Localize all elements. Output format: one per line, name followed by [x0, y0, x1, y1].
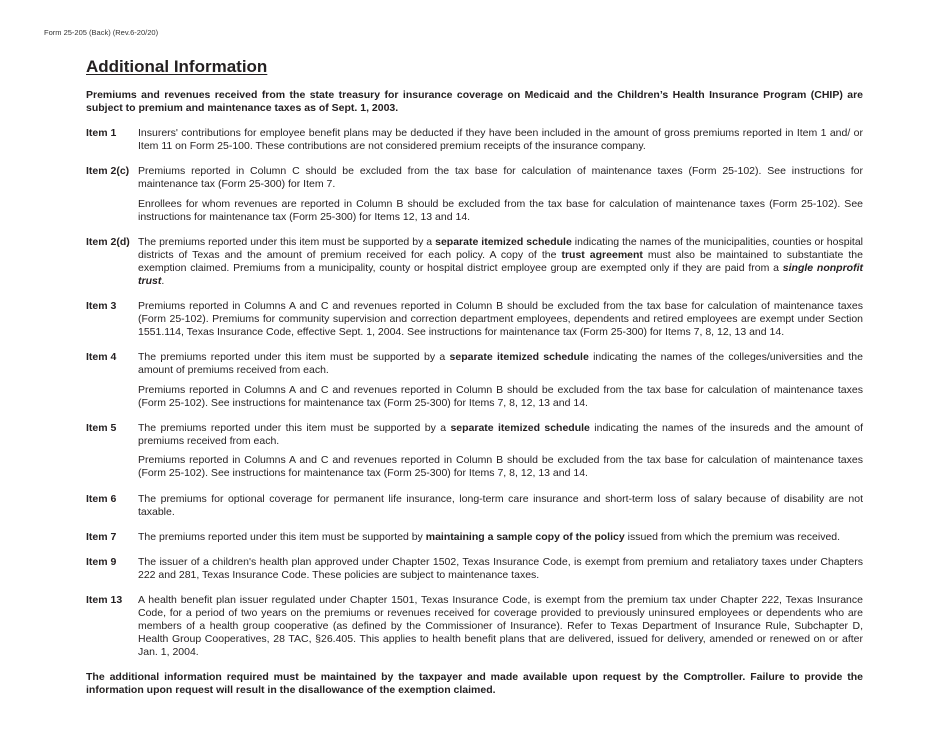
item-paragraph: Premiums reported in Columns A and C and revenues reported in Column B should be excluded from the tax base for calculation of maintenance taxes (Form 25-102). See instructions for maintenance tax (Form 25-300) for Items 7, 8, 12, 13 and 14.: [138, 383, 863, 409]
page-content: [86, 57, 863, 697]
text-run: The premiums reported under this item must be supported by a: [138, 351, 450, 364]
text-run: The premiums reported under this item must be supported by: [138, 530, 426, 543]
item-body: [138, 300, 863, 339]
item-7: [86, 531, 863, 544]
text-run: indicating the names of the colleges/universities and the amount of premiums received from each.: [138, 351, 863, 377]
item-body: [138, 493, 863, 519]
item-label: Item 9: [86, 556, 117, 568]
item-label: Item 3: [86, 300, 117, 313]
item-label: Item 2(d): [86, 235, 130, 248]
item-paragraph: Premiums reported in Columns A and C and revenues reported in Column B should be excluded from the tax base for calculation of maintenance taxes (Form 25-102). See instructions for maintenance tax (Form 25-300) for Items 7, 8, 12, 13 and 14.: [138, 454, 863, 480]
item-paragraph: The issuer of a children's health plan approved under Chapter 1502, Texas Insurance Code, is exempt from premium and retaliatory taxes under Chapters 222 and 281, Texas Insurance Code. These policies are subject to maintenance taxes.: [138, 556, 863, 581]
item-2d: [86, 236, 863, 288]
item-body: [138, 531, 863, 544]
item-paragraph: A health benefit plan issuer regulated under Chapter 1501, Texas Insurance Code, is exempt from the premium tax under Chapter 222, Texas Insurance Code, for a period of two years on the premiums or revenues received for coverage provided to previously uninsured employees or dependents who are members of a health group cooperative (as defined by the Commissioner of Insurance). Refer to Texas Department of Insurance Rule, Subchapter D, Health Group Cooperatives, 28 TAC, §26.405. This applies to health benefit plans that are delivered, issued for delivery, amended or renewed on or after Jan. 1, 2004.: [138, 594, 863, 659]
text-run: must also be maintained to substantiate the exemption claimed. Premiums from a municipality, county or hospital district employee group are exempted only if they are paid from a: [138, 248, 863, 274]
item-3: [86, 300, 863, 339]
item-6: [86, 493, 863, 519]
item-label: Item 13: [86, 594, 123, 607]
items-list: [86, 127, 863, 659]
item-paragraph: [138, 422, 863, 448]
text-run: indicating the names of the insureds and the amount of premiums received from each.: [138, 421, 863, 447]
item-body: [138, 165, 863, 224]
emphasis-sample-copy: maintaining a sample copy of the policy: [425, 530, 625, 543]
item-body: [138, 236, 863, 288]
item-5: [86, 422, 863, 481]
text-run: The premiums reported under this item must be supported by a: [138, 235, 436, 248]
item-13: [86, 594, 863, 659]
footer-notice: The additional information required must be maintained by the taxpayer and made available upon request by the Comptroller. Failure to provide the information upon request will result in the disallowance of the exemption claimed.: [86, 671, 863, 697]
item-9: [86, 556, 863, 582]
item-paragraph: The premiums for optional coverage for permanent life insurance, long-term care insurance and short-term loss of salary because of disability are not taxable.: [138, 492, 863, 518]
item-paragraph: Insurers' contributions for employee benefit plans may be deducted if they have been included in the amount of gross premiums reported in Item 1 and/ or Item 11 on Form 25-100. These contributions are not considered premium receipts of the insurance company.: [138, 127, 863, 152]
item-label: Item 7: [86, 530, 117, 543]
item-label: Item 5: [86, 421, 117, 434]
item-paragraph: [138, 531, 863, 544]
item-body: [138, 556, 863, 582]
emphasis-single-nonprofit-trust: single nonprofit trust: [138, 261, 863, 287]
item-label: Item 6: [86, 492, 117, 505]
item-paragraph: [138, 236, 863, 288]
item-paragraph: Premiums reported in Column C should be excluded from the tax base for calculation of maintenance taxes (Form 25-102). See instructions for maintenance tax (Form 25-300) for Item 7.: [138, 165, 863, 191]
item-body: [138, 351, 863, 410]
emphasis-schedule: separate itemized schedule: [435, 235, 572, 248]
item-4: [86, 351, 863, 410]
intro-paragraph: Premiums and revenues received from the state treasury for insurance coverage on Medicaid and the Children’s Health Insurance Program (CHIP) are subject to premium and maintenance taxes as of Sept. 1, 2003.: [86, 89, 863, 114]
text-run: .: [161, 274, 165, 287]
emphasis-schedule: separate itemized schedule: [449, 351, 589, 364]
emphasis-trust-agreement: trust agreement: [561, 248, 643, 261]
item-paragraph: [138, 351, 863, 377]
item-label: Item 1: [86, 127, 117, 139]
page-title: Additional Information: [86, 57, 268, 76]
form-id: Form 25-205 (Back) (Rev.6-20/20): [44, 28, 159, 37]
item-paragraph: Premiums reported in Columns A and C and revenues reported in Column B should be excluded from the tax base for calculation of maintenance taxes (Form 25-102). Premiums for community supervision and correction department employees, dependents and retired employees are exempt under Section 1551.114, Texas Insurance Code, effective Sept. 1, 2004. See instructions for maintenance tax (Form 25-300) for Items 7, 8, 12, 13 and 14.: [138, 300, 863, 339]
item-2c: [86, 165, 863, 224]
text-run: The premiums reported under this item must be supported by a: [138, 421, 451, 434]
item-body: [138, 422, 863, 481]
emphasis-schedule: separate itemized schedule: [450, 421, 590, 434]
item-body: [138, 594, 863, 659]
item-body: [138, 127, 863, 153]
item-paragraph: Enrollees for whom revenues are reported in Column B should be excluded from the tax base for calculation of maintenance taxes (Form 25-102). See instructions for maintenance tax (Form 25-300) for Items 12, 13 and 14.: [138, 197, 863, 223]
item-1: [86, 127, 863, 153]
item-label: Item 2(c): [86, 165, 130, 178]
text-run: issued from which the premium was received.: [624, 530, 841, 543]
text-run: indicating the names of the municipalities, counties or hospital districts of Texas and the amount of premium received for each policy. A copy of the: [138, 235, 863, 261]
item-label: Item 4: [86, 351, 117, 364]
